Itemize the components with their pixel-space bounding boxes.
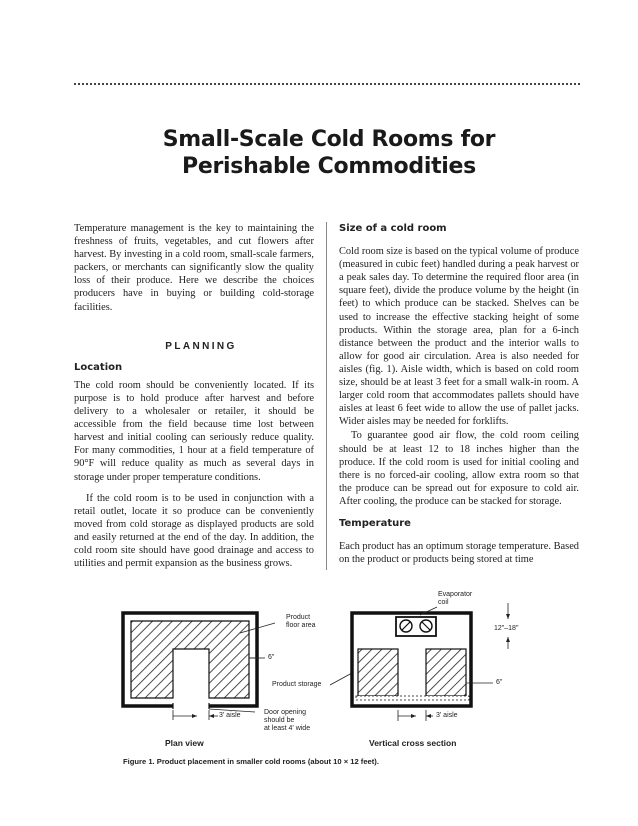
title-line-1: Small-Scale Cold Rooms for bbox=[162, 127, 496, 152]
page-title bbox=[0, 126, 638, 180]
section-product-stack-right bbox=[426, 649, 466, 696]
cross-section-diagram bbox=[352, 603, 510, 721]
cross-section-title: Vertical cross section bbox=[369, 738, 457, 748]
label-door-opening: Door opening should be at least 4' wide bbox=[264, 709, 311, 732]
plan-product-area bbox=[131, 621, 249, 698]
right-column bbox=[339, 222, 579, 566]
label-clearance: 12"–18" bbox=[494, 625, 519, 632]
location-paragraph-2: If the cold room is to be used in conjunction with a retail outlet, locate it so produce can be conveniently moved from cold storage as displayed products are sold and easily returned at the end of the day. In addition, the cold room site should have good drainage and access to utilities and permit expansion as the business grows. bbox=[74, 492, 314, 570]
intro-paragraph: Temperature management is the key to maintaining the freshness of fruits, vegetables, and cut flowers after harvest. By investing in a cold room, small-scale farmers, packers, or merchants can significantly slow the quality loss of their produce. Here we describe the choices producers have in buying or building cold-storage facilities. bbox=[74, 223, 314, 313]
section-pallets bbox=[356, 696, 469, 700]
location-paragraph-1: The cold room should be conveniently located. If its purpose is to hold produce after harvest and before delivery to a wholesaler or retailer, it should be accessible from the field because time lost between harvest and initial cooling can seriously reduce quality. For many commodities, 1 hour at a field temperature of 90°F will reduce quality as much as several days in storage under proper temperature conditions. bbox=[74, 379, 314, 483]
plan-door-gap bbox=[173, 703, 209, 709]
label-plan-six-inch: 6" bbox=[268, 654, 275, 661]
column-divider bbox=[326, 222, 327, 570]
size-paragraph-1: Cold room size is based on the typical volume of produce (measured in cubic feet) handled during a peak harvest or a peak sales day. To determine the required floor area (in square feet), divide the produce volume by the height (in feet) to which produce can be stacked. Shelves can be used to increase the effective stacking height of some products. Within the storage area, plan for a 6-inch distance between the product and the interior walls to allow for good air circulation. Area is also needed for aisles (fig. 1). Aisle width, which is based on cold room size, should be at least 3 feet for a small walk-in room. A larger cold room that accommodates pallets should have aisles at least 6 feet wide to allow the use of pallet jacks. Wider aisles may be needed for forklifts. bbox=[339, 246, 579, 428]
dotted-rule bbox=[74, 83, 580, 85]
label-product-storage: Product storage bbox=[272, 681, 322, 688]
label-product-floor-area: Product floor area bbox=[286, 614, 316, 629]
temperature-paragraph: Each product has an optimum storage temperature. Based on the product or products being stored at time bbox=[339, 541, 579, 566]
label-section-aisle: 3' aisle bbox=[436, 712, 458, 719]
leader-product-storage bbox=[330, 673, 352, 685]
size-paragraph-2: To guarantee good air flow, the cold room ceiling should be at least 12 to 18 inches higher than the produce. If the cold room is used for initial cooling and there is no forced-air cooling, allow extra room so that the produce can be spread out for exposure to cold air. After cooling, the produce can be stacked for storage. bbox=[339, 430, 579, 507]
section-product-stack-left bbox=[358, 649, 398, 696]
left-column bbox=[74, 222, 314, 570]
subheading-size: Size of a cold room bbox=[339, 223, 447, 234]
section-heading-planning: PLANNING bbox=[165, 340, 237, 352]
label-evaporator-coil: Evaporator coil bbox=[438, 591, 473, 606]
label-plan-aisle: 3' aisle bbox=[219, 712, 241, 719]
title-line-2: Perishable Commodities bbox=[182, 154, 476, 179]
figure-caption: Figure 1. Product placement in smaller cold rooms (about 10 × 12 feet). bbox=[123, 757, 379, 766]
plan-view-title: Plan view bbox=[165, 738, 204, 748]
figure-1 bbox=[0, 585, 638, 785]
label-section-six-inch: 6" bbox=[496, 679, 503, 686]
plan-view-diagram bbox=[123, 613, 352, 720]
subheading-location: Location bbox=[74, 361, 123, 373]
evaporator-unit bbox=[396, 617, 436, 636]
subheading-temperature: Temperature bbox=[339, 517, 411, 529]
